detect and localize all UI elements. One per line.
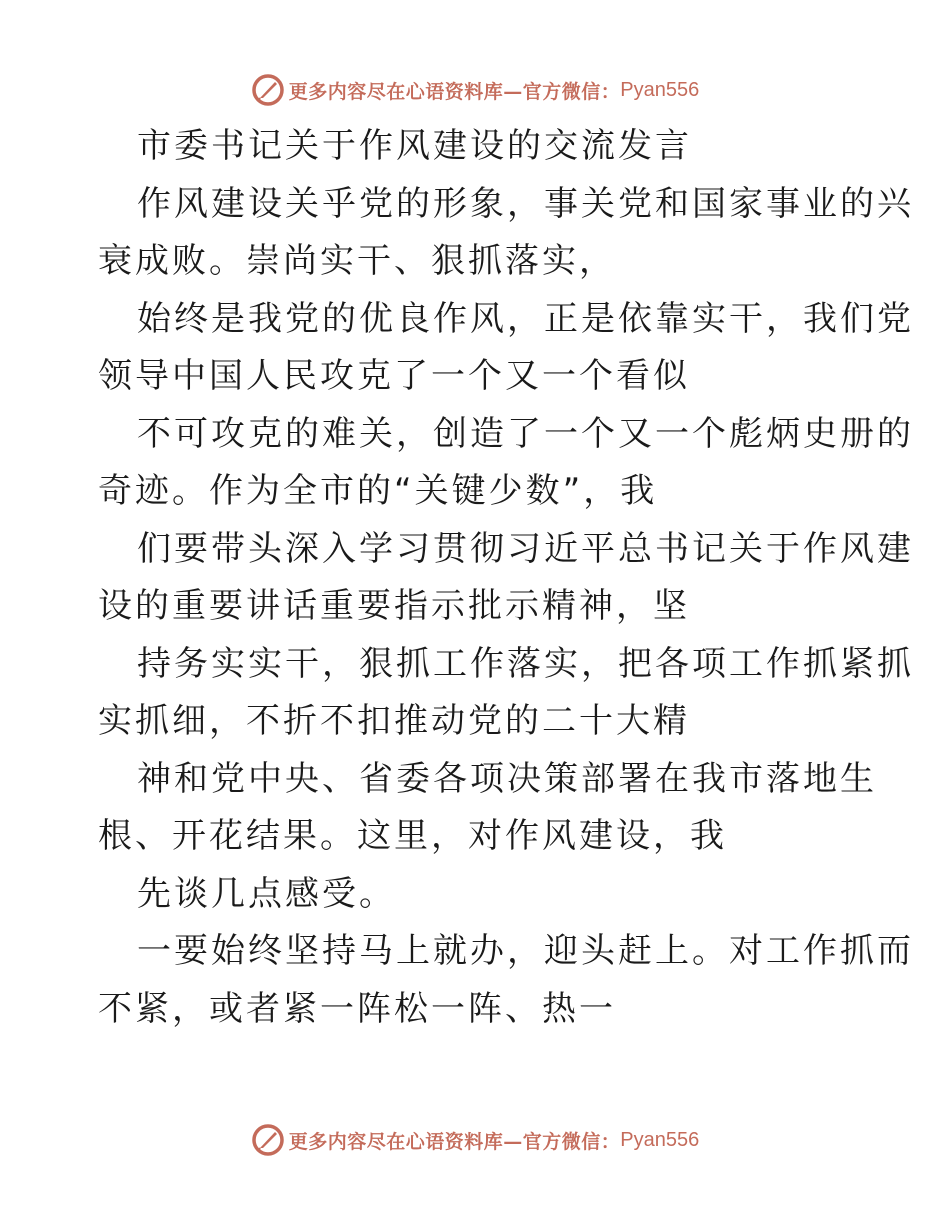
document-line: 设的重要讲话重要指示批示精神，坚 bbox=[98, 586, 690, 626]
document-line: 根、开花结果。这里，对作风建设，我 bbox=[98, 816, 727, 856]
document-line: 作风建设关乎党的形象，事关党和国家事业的兴 bbox=[137, 183, 914, 224]
document-line: 奇迹。作为全市的“关键少数”，我 bbox=[98, 471, 658, 511]
document-line: 不可攻克的难关，创造了一个又一个彪炳史册的 bbox=[137, 413, 914, 454]
watermark-text: 更多内容尽在心语资料库—官方微信： bbox=[288, 80, 621, 103]
document-line: 不紧，或者紧一阵松一阵、热一 bbox=[98, 988, 616, 1029]
watermark-text: 更多内容尽在心语资料库—官方微信： bbox=[288, 1130, 621, 1153]
document-line: 始终是我党的优良作风，正是依靠实干，我们党 bbox=[137, 298, 914, 339]
document-line: 先谈几点感受。 bbox=[137, 873, 396, 914]
document-line: 一要始终坚持马上就办，迎头赶上。对工作抓而 bbox=[137, 931, 914, 971]
watermark-wechat-id: Pyan556 bbox=[620, 78, 700, 101]
watermark-header bbox=[0, 70, 950, 110]
document-line: 市委书记关于作风建设的交流发言 bbox=[137, 126, 692, 166]
document-line: 神和党中央、省委各项决策部署在我市落地生 bbox=[137, 758, 877, 799]
document-line: 实抓细，不折不扣推动党的二十大精 bbox=[98, 701, 690, 741]
feather-pen-logo-icon bbox=[251, 73, 285, 107]
document-body bbox=[98, 118, 914, 1038]
watermark-footer bbox=[0, 1120, 950, 1160]
document-line: 们要带头深入学习贯彻习近平总书记关于作风建 bbox=[137, 528, 914, 569]
watermark-wechat-id: Pyan556 bbox=[620, 1128, 700, 1151]
document-line: 持务实实干，狠抓工作落实，把各项工作抓紧抓 bbox=[137, 643, 914, 684]
document-line: 领导中国人民攻克了一个又一个看似 bbox=[98, 356, 690, 396]
document-line: 衰成败。崇尚实干、狠抓落实， bbox=[98, 241, 616, 281]
feather-pen-logo-icon bbox=[251, 1123, 285, 1157]
